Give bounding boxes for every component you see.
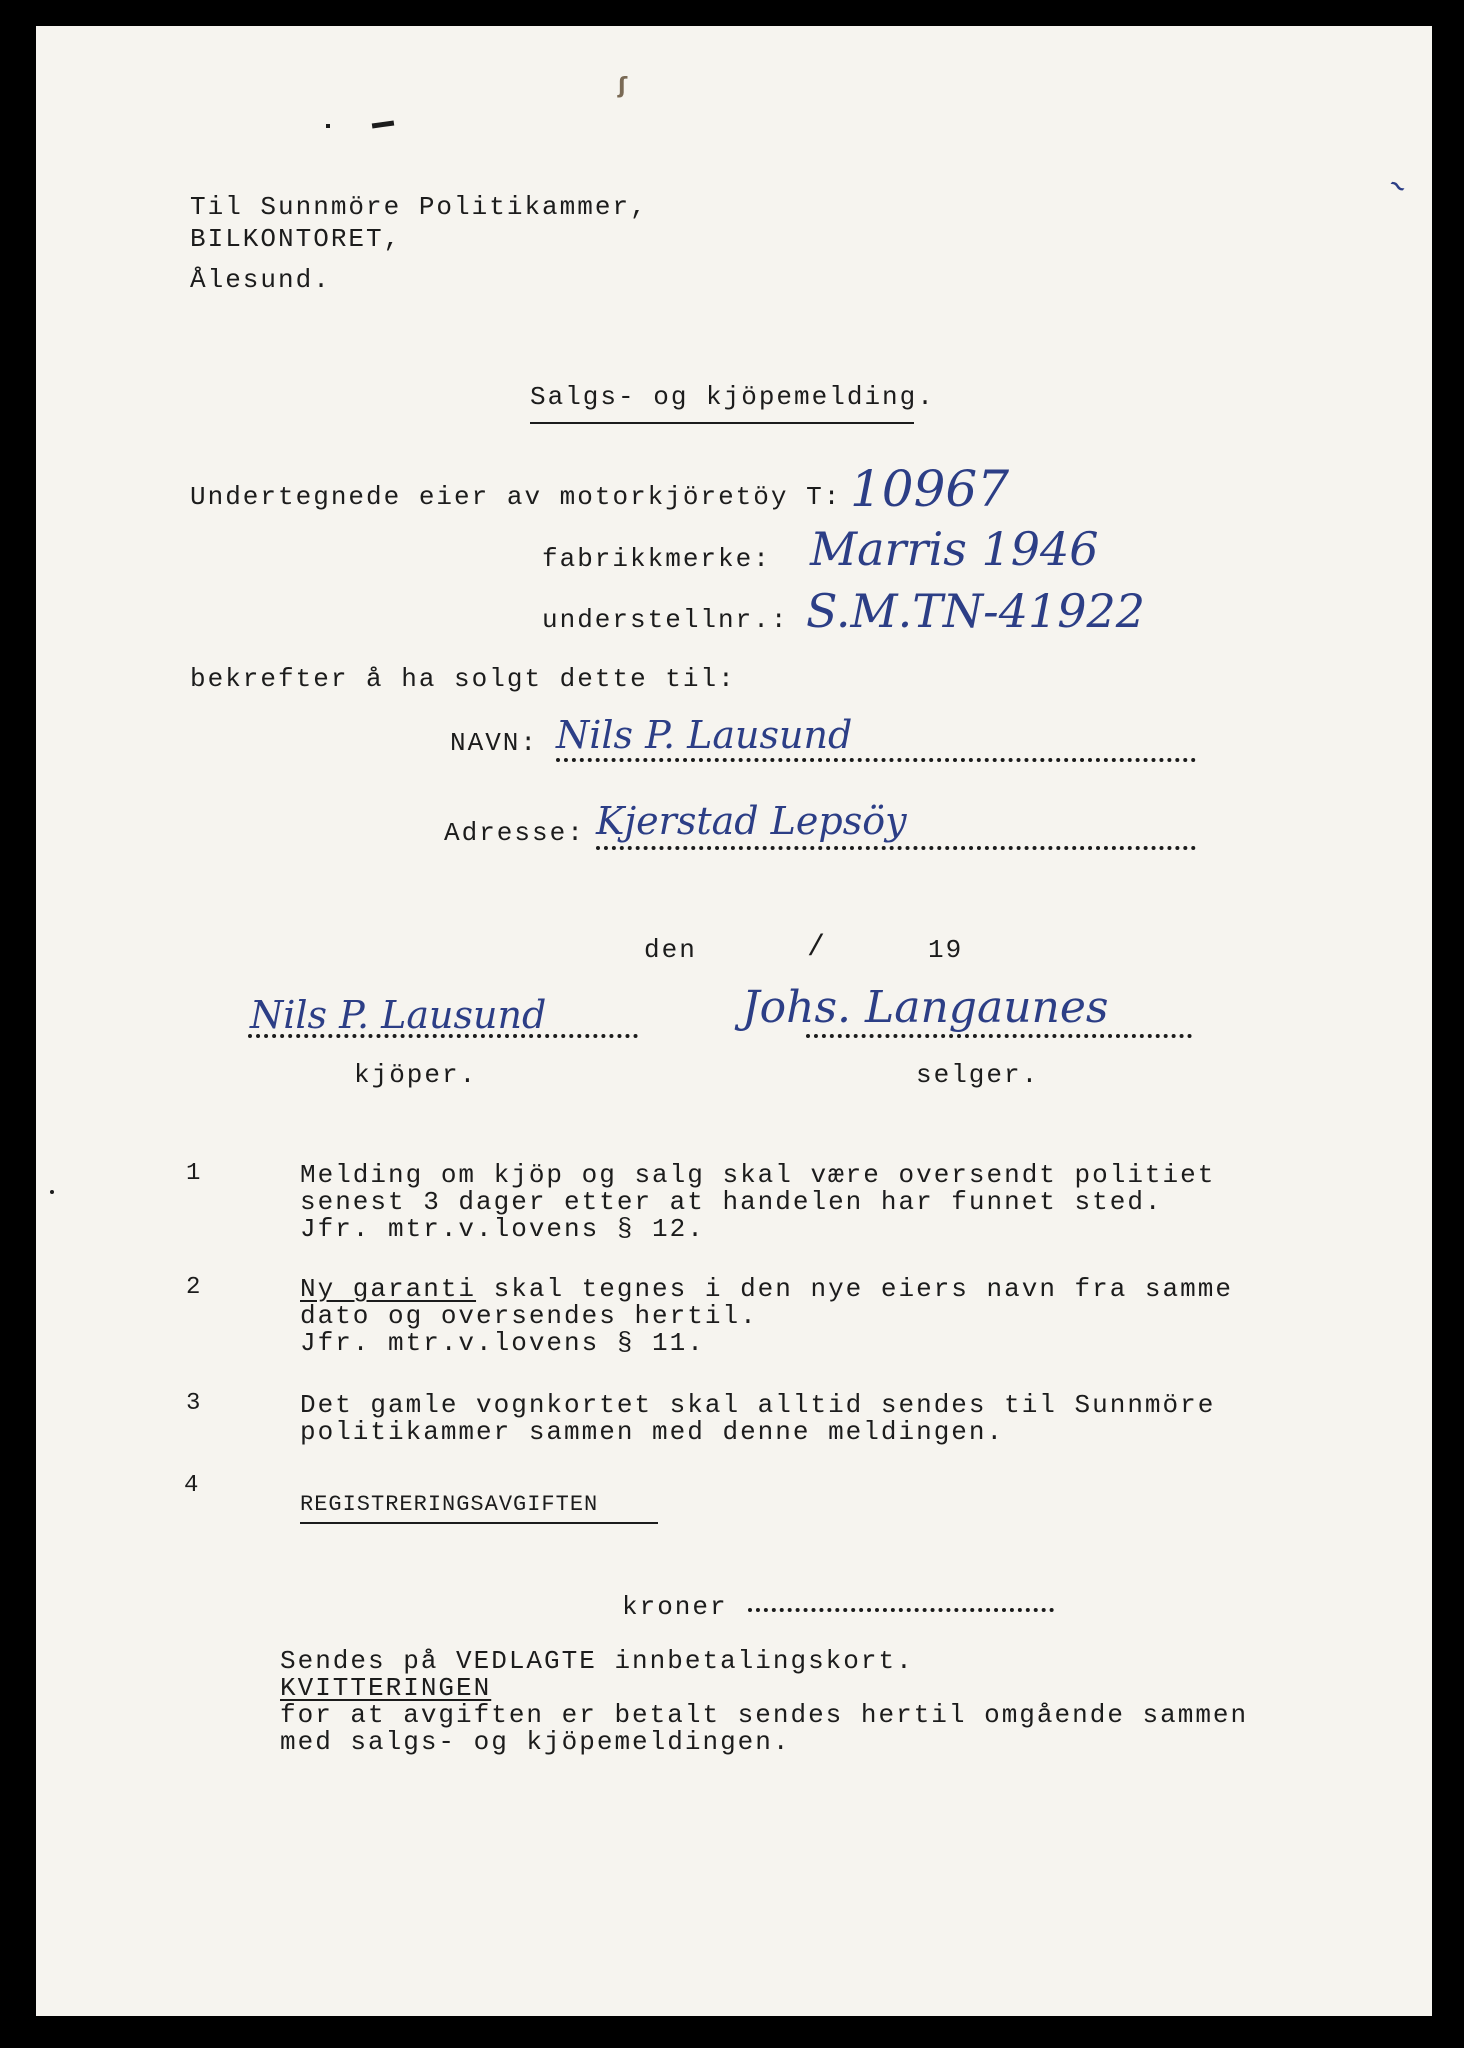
item-2-text (300, 1276, 1233, 1357)
buyer-signature: Nils P. Lausund (250, 993, 547, 1037)
date-year-prefix: 19 (928, 935, 964, 965)
buyer-signature-dotted-line (248, 1034, 638, 1038)
item-2-line-3: Jfr. mtr.v.lovens § 11. (300, 1328, 705, 1358)
item-2-line-1-rest: skal tegnes i den nye eiers navn fra samme (476, 1274, 1233, 1304)
address-line-3: Ålesund. (190, 265, 331, 295)
punch-mark-left (326, 124, 330, 128)
vehicle-make-label: fabrikkmerke: (542, 544, 771, 574)
buyer-name-label: NAVN: (450, 728, 539, 758)
item-3-line-2: politikammer sammen med denne meldingen. (300, 1417, 1005, 1447)
buyer-address: Kjerstad Lepsöy (596, 799, 907, 843)
item-2-number: 2 (186, 1274, 201, 1301)
fee-receipt-line-1: for at avgiften er betalt sendes hertil omgående sammen (280, 1700, 1249, 1730)
kroner-label: kroner (622, 1592, 728, 1622)
margin-dot (50, 1190, 54, 1194)
seller-role-label: selger. (916, 1060, 1040, 1090)
item-1-line-2: senest 3 dager etter at handelen har funnet sted. (300, 1187, 1163, 1217)
item-1-text (300, 1162, 1215, 1243)
pen-mark-top: ʃ (618, 74, 628, 99)
buyer-role-label: kjöper. (354, 1060, 478, 1090)
item-1-number: 1 (186, 1160, 201, 1187)
item-2-underlined-term: Ny garanti (300, 1274, 477, 1304)
vehicle-intro-label: Undertegnede eier av motorkjöretöy T: (190, 482, 842, 512)
punch-mark-right (372, 120, 394, 128)
item-1-line-3: Jfr. mtr.v.lovens § 12. (300, 1214, 705, 1244)
pen-mark-corner: ~ (1382, 170, 1412, 203)
kroner-dotted-line (748, 1608, 1054, 1612)
seller-signature-dotted-line (806, 1034, 1192, 1038)
item-2-line-2: dato og oversendes hertil. (300, 1301, 758, 1331)
buyer-name: Nils P. Lausund (556, 713, 853, 757)
seller-signature: Johs. Langaunes (742, 982, 1109, 1033)
address-line-2: BILKONTORET, (190, 224, 402, 254)
address-line-1: Til Sunnmöre Politikammer, (190, 192, 648, 222)
title-underline (530, 422, 914, 424)
fee-receipt-heading (280, 1675, 1248, 1702)
fee-send-line: Sendes på VEDLAGTE innbetalingskort. (280, 1646, 914, 1676)
confirm-text: bekrefter å ha solgt dette til: (190, 664, 736, 694)
fee-instructions (280, 1648, 1248, 1756)
date-slash: / (807, 931, 828, 965)
item-1-line-1: Melding om kjöp og salg skal være oversendt politiet (300, 1160, 1216, 1190)
vehicle-chassis-label: understellnr.: (542, 605, 789, 635)
item-3-number: 3 (186, 1390, 201, 1417)
item-3-text (300, 1392, 1215, 1446)
buyer-address-label: Adresse: (444, 818, 585, 848)
fee-receipt-heading-text: KVITTERINGEN (280, 1673, 492, 1703)
document-page (36, 26, 1432, 2016)
vehicle-make: Marris 1946 (810, 522, 1099, 576)
item-4-heading: REGISTRERINGSAVGIFTEN (300, 1492, 599, 1517)
item-2-line-1 (300, 1276, 1233, 1303)
buyer-address-dotted-line (596, 846, 1196, 850)
vehicle-chassis: S.M.TN-41922 (806, 584, 1146, 638)
document-title: Salgs- og kjöpemelding. (530, 382, 935, 412)
fee-receipt-line-2: med salgs- og kjöpemeldingen. (280, 1727, 791, 1757)
item-3-line-1: Det gamle vognkortet skal alltid sendes til Sunnmöre (300, 1390, 1216, 1420)
item-4-number: 4 (184, 1472, 199, 1499)
date-den: den (644, 935, 697, 965)
buyer-name-dotted-line (556, 758, 1196, 762)
vehicle-registration: 10967 (850, 460, 1010, 518)
item-4-heading-underline (300, 1522, 658, 1524)
